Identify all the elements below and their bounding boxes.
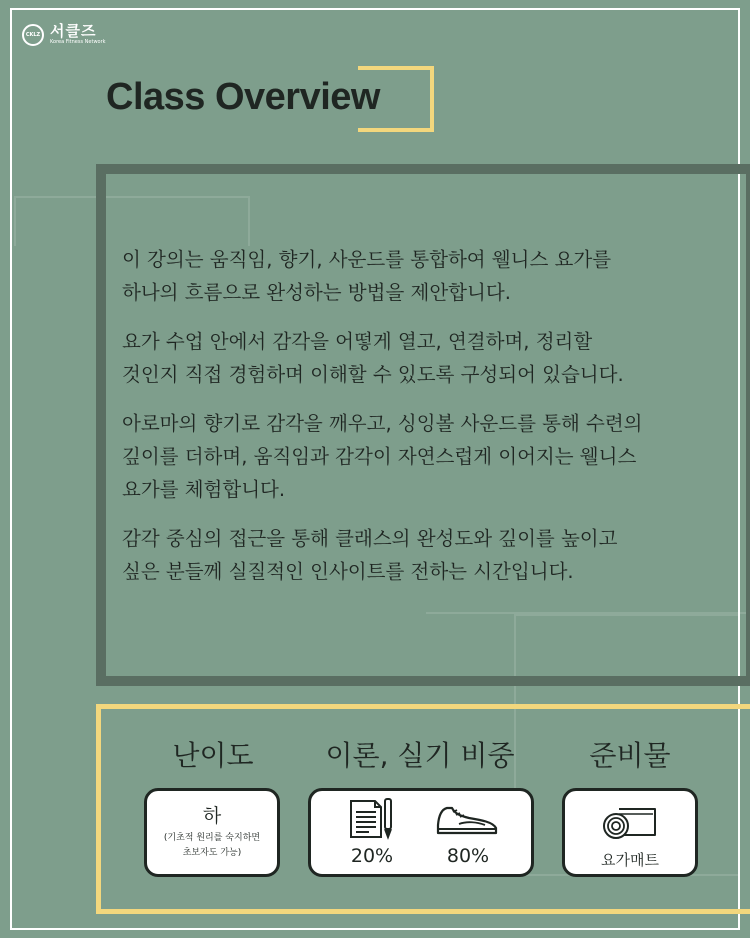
yoga-mat-icon: [599, 799, 665, 843]
sneaker-icon: [435, 803, 499, 839]
brand-name: 서클즈: [50, 22, 97, 40]
practice-percent: 80%: [446, 845, 490, 867]
paragraph: 아로마의 향기로 감각을 깨우고, 싱잉볼 사운드를 통해 수련의 깊이를 더하며, 움직임과 감각이 자연스럽게 이어지는 웰니스 요가를 체험합니다.: [122, 412, 643, 501]
brand-subtitle: Korea Fitness Network: [50, 39, 106, 45]
overview-text: [122, 243, 722, 604]
difficulty-level: 하: [202, 805, 222, 827]
brand-badge: CKLZ: [22, 24, 44, 46]
ratio-card: [308, 788, 534, 877]
materials-title: 준비물: [589, 739, 671, 772]
materials-item: 요가매트: [601, 851, 659, 869]
theory-percent: 20%: [350, 845, 394, 867]
paragraph: 감각 중심의 접근을 통해 클래스의 완성도와 깊이를 높이고 싶은 분들께 실질적인 인사이트를 전하는 시간입니다.: [122, 527, 618, 583]
document-pen-icon: [347, 797, 397, 841]
difficulty-title: 난이도: [172, 739, 254, 772]
difficulty-card: [144, 788, 280, 877]
materials-card: [562, 788, 698, 877]
paragraph: 요가 수업 안에서 감각을 어떻게 열고, 연결하며, 정리할 것인지 직접 경험하며 이해할 수 있도록 구성되어 있습니다.: [122, 330, 624, 386]
brand-logo: [22, 24, 106, 46]
ratio-title: 이론, 실기 비중: [325, 739, 515, 772]
difficulty-note: (기초적 원리를 숙지하면 초보자도 가능): [163, 833, 261, 858]
paragraph: 이 강의는 움직임, 향기, 사운드를 통합하여 웰니스 요가를 하나의 흐름으로 완성하는 방법을 제안합니다.: [122, 248, 612, 304]
page-title: Class Overview: [106, 76, 380, 118]
